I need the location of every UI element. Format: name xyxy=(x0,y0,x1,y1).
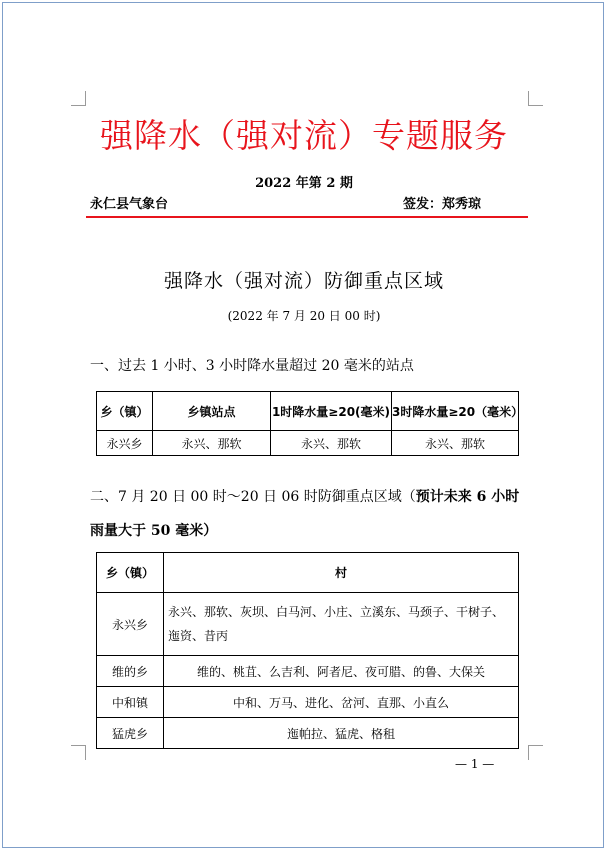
signer: 签发：郑秀琼 xyxy=(403,197,482,212)
table-row xyxy=(97,431,519,456)
section2-heading-text: 二、7 月 20 日 00 时～20 日 06 时防御重点区域（ xyxy=(90,489,416,505)
table-cell: 维的乡 xyxy=(97,656,164,687)
header-divider xyxy=(86,216,528,218)
table-row xyxy=(97,593,519,656)
table-cell: 永兴乡 xyxy=(97,593,164,656)
table-cell: 中和、万马、进化、岔河、直那、小直么 xyxy=(164,687,519,718)
table-cell: 猛虎乡 xyxy=(97,718,164,749)
column-header: 乡（镇） xyxy=(97,553,164,593)
column-header: 3时降水量≥20（毫米） xyxy=(392,392,519,431)
table-cell: 永兴、那软 xyxy=(271,431,392,456)
section-title: 强降水（强对流）防御重点区域 xyxy=(163,270,444,292)
column-header: 村 xyxy=(164,553,519,593)
stations-table xyxy=(96,391,524,456)
table-cell: 永兴、那软 xyxy=(153,431,271,456)
table-header-row xyxy=(97,392,519,431)
column-header: 乡镇站点 xyxy=(153,392,271,431)
section1-heading: 一、过去 1 小时、3 小时降水量超过 20 毫米的站点 xyxy=(90,358,414,374)
section-date: (2022 年 7 月 20 日 00 时) xyxy=(227,309,381,323)
table-row xyxy=(97,687,519,718)
issue-number: 2022 年第 2 期 xyxy=(255,176,353,191)
crop-mark-top-right xyxy=(528,91,543,106)
table-row xyxy=(97,656,519,687)
document-title: 强降水（强对流）专题服务 xyxy=(100,116,508,155)
crop-mark-top-left xyxy=(71,91,86,106)
table-header-row xyxy=(97,553,519,593)
table-cell: 维的、桃苴、么吉利、阿者尼、夜可腊、的鲁、大保关 xyxy=(164,656,519,687)
section2-heading-bold: 预计未来 6 小时雨量大于 50 毫米） xyxy=(90,489,520,539)
crop-mark-bottom-left xyxy=(71,745,86,760)
table-cell: 永兴、那软 xyxy=(392,431,519,456)
column-header: 乡（镇） xyxy=(97,392,153,431)
table-cell: 永兴、那软、灰坝、白马河、小庄、立溪东、马颈子、干树子、 迤资、昔丙 xyxy=(164,593,519,656)
table-cell: 迤帕拉、猛虎、格租 xyxy=(164,718,519,749)
column-header: 1时降水量≥20(毫米) xyxy=(271,392,392,431)
table-row xyxy=(97,718,519,749)
table-cell: 永兴乡 xyxy=(97,431,153,456)
defense-zones-table xyxy=(96,552,519,749)
crop-mark-bottom-right xyxy=(528,745,543,760)
page-number: — 1 — xyxy=(455,757,495,771)
section2-heading xyxy=(90,480,530,548)
table-cell: 中和镇 xyxy=(97,687,164,718)
issuing-department: 永仁县气象台 xyxy=(90,197,169,212)
